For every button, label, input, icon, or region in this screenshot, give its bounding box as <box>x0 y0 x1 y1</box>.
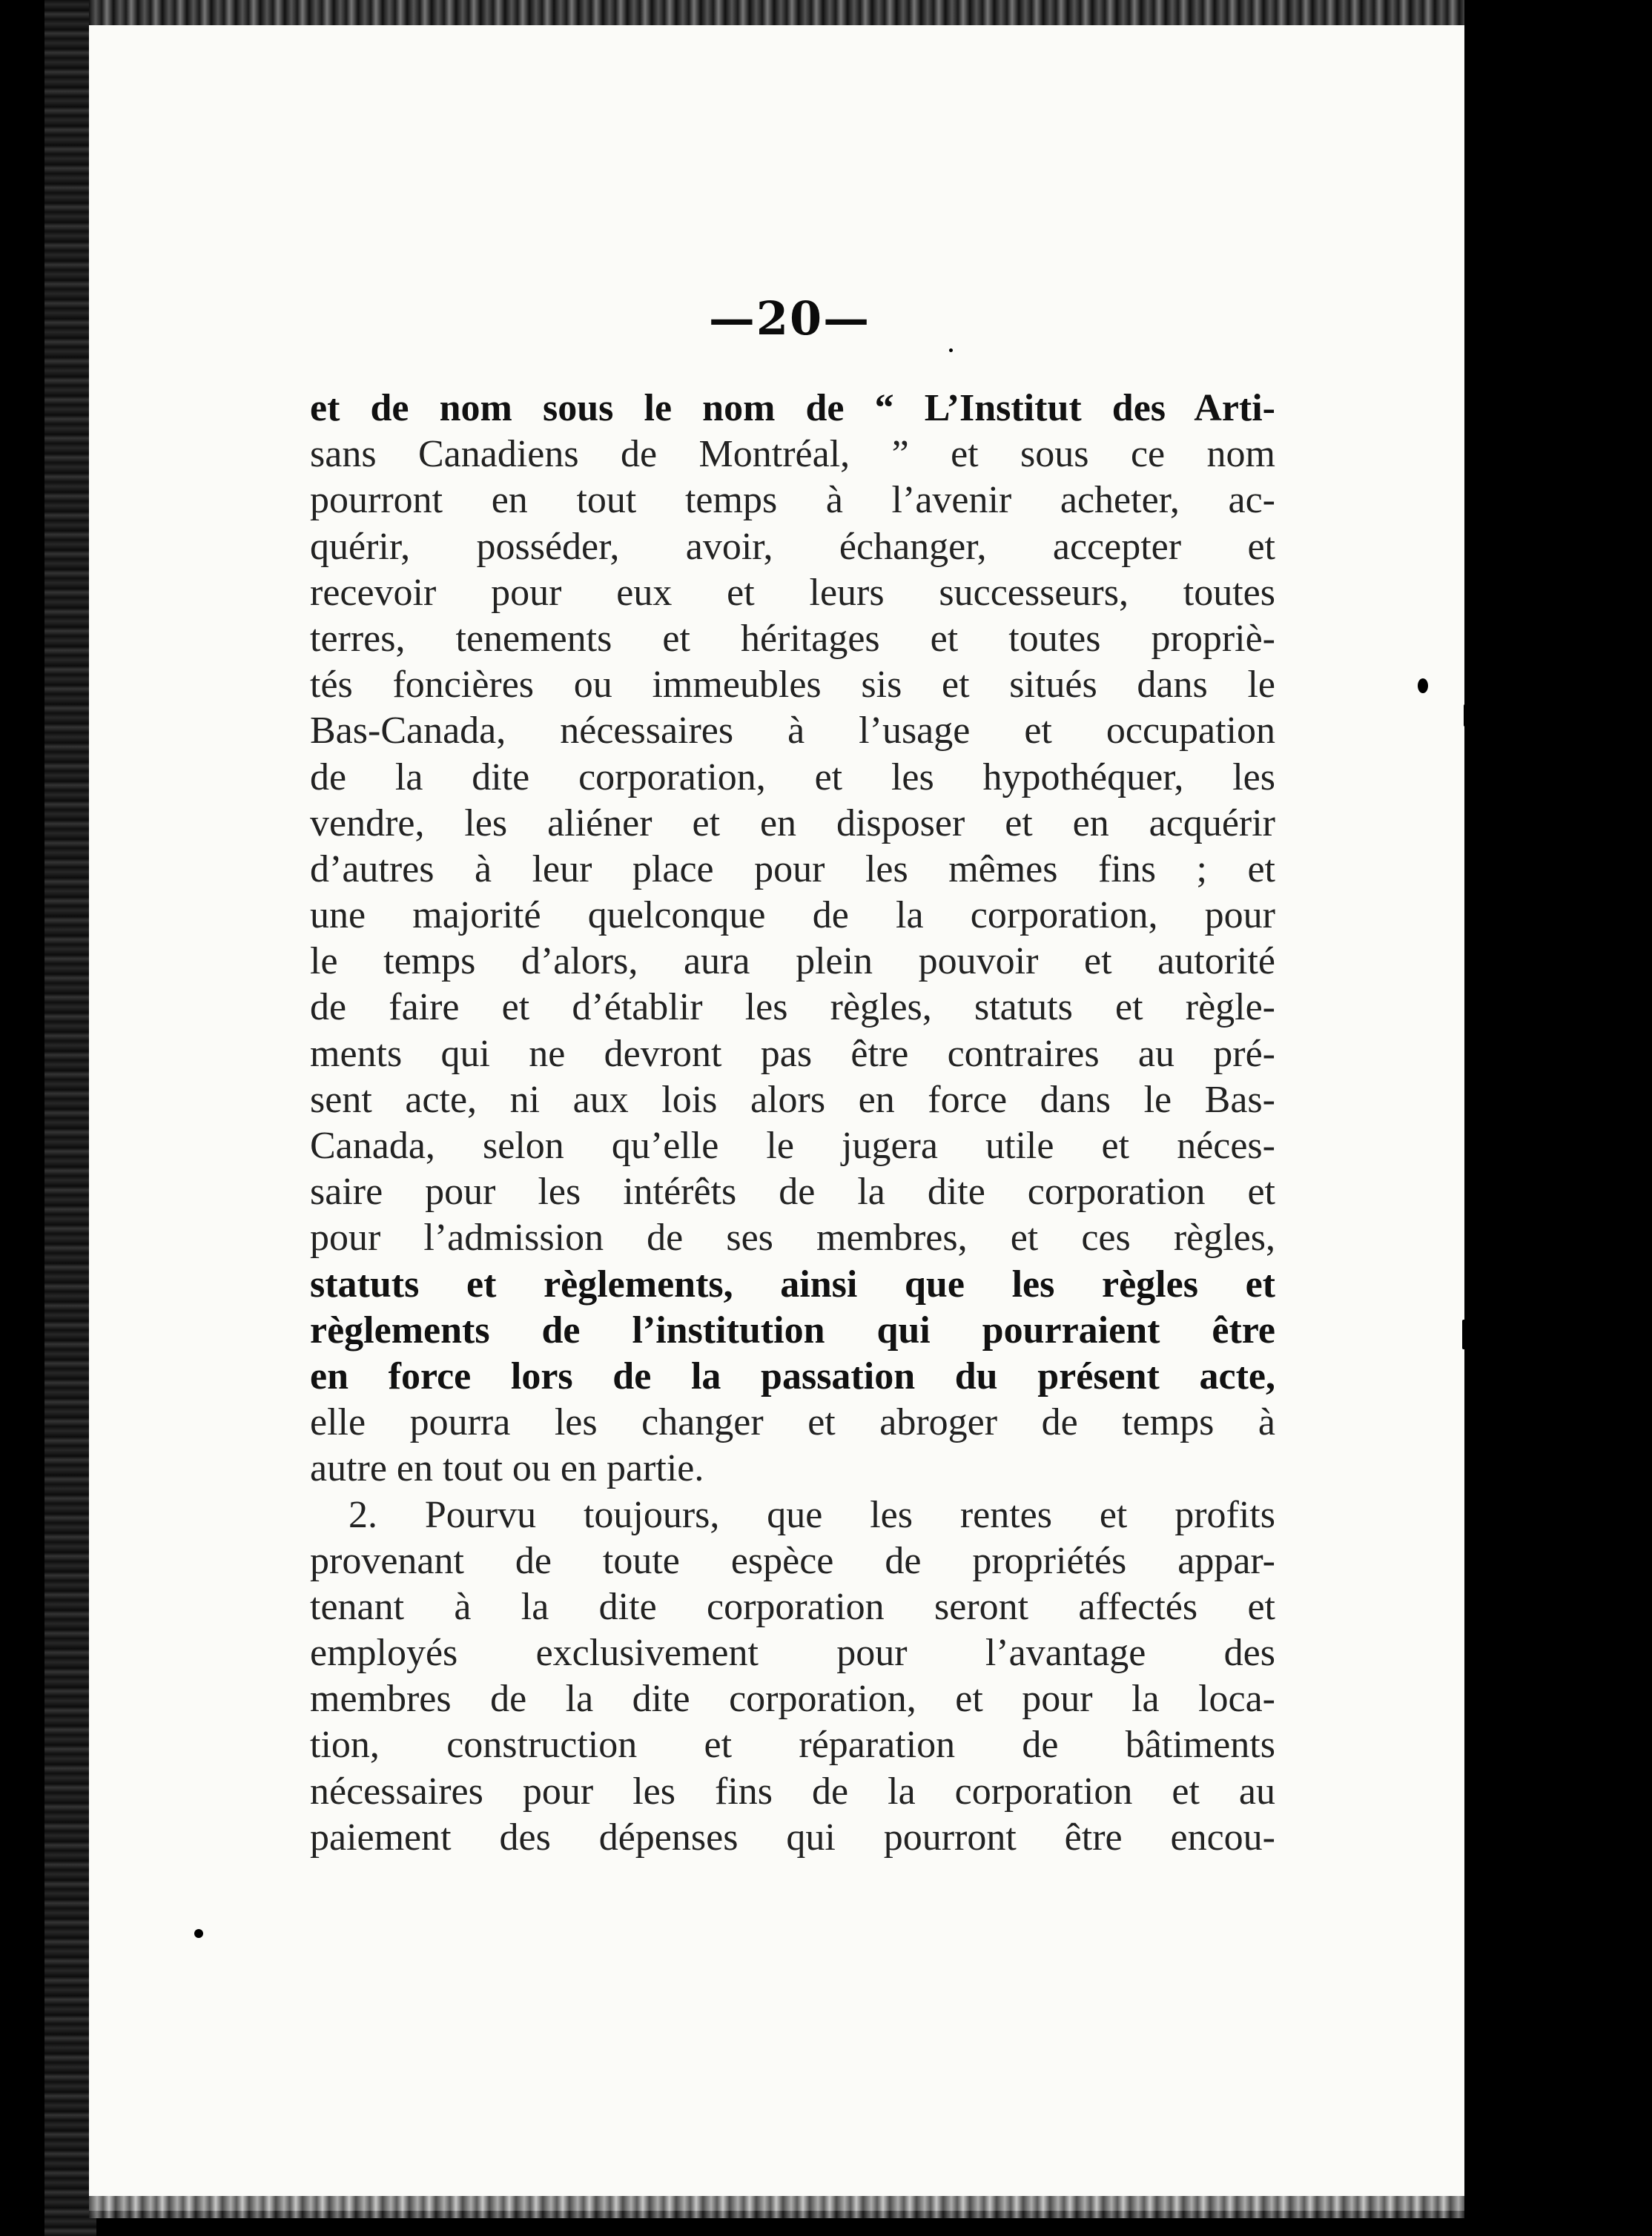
text-line: sent acte, ni aux lois alors en force dans le Bas- <box>310 1078 1275 1121</box>
text-line: pourront en tout temps à l’avenir acheter, ac- <box>310 479 1275 522</box>
text-line: Canada, selon qu’elle le jugera utile et néces- <box>310 1125 1275 1167</box>
text-line: sans Canadiens de Montréal, ” et sous ce nom <box>310 433 1275 476</box>
text-line: de faire et d’établir les règles, statuts et règle- <box>310 986 1275 1029</box>
text-line: de la dite corporation, et les hypothéquer, les <box>310 755 1275 798</box>
text-line: paiement des dépenses qui pourront être encou- <box>310 1816 1275 1859</box>
bottom-edge <box>89 2196 1476 2218</box>
ink-speck <box>194 1929 203 1938</box>
text-line: tenant à la dite corporation seront affectés et <box>310 1585 1275 1628</box>
page-number: —20— <box>708 291 871 345</box>
ink-speck <box>1418 678 1428 693</box>
ink-speck <box>1464 704 1468 727</box>
text-line: recevoir pour eux et leurs successeurs, toutes <box>310 571 1275 614</box>
text-line: Bas-Canada, nécessaires à l’usage et occupation <box>310 710 1275 752</box>
text-line: autre en tout ou en partie. <box>310 1447 704 1490</box>
text-line: en force lors de la passation du présent acte, <box>310 1354 1275 1398</box>
text-line: terres, tenements et héritages et toutes propriè- <box>310 617 1275 660</box>
text-line: tion, construction et réparation de bâtiments <box>310 1724 1275 1767</box>
text-line: statuts et règlements, ainsi que les règles et <box>310 1263 1275 1306</box>
text-line: 2. Pourvu toujours, que les rentes et profits <box>348 1493 1275 1536</box>
text-line: membres de la dite corporation, et pour la loca- <box>310 1678 1275 1721</box>
text-line: vendre, les aliéner et en disposer et en acquérir <box>310 801 1275 844</box>
top-edge <box>89 0 1476 25</box>
text-line: le temps d’alors, aura plein pouvoir et autorité <box>310 940 1275 983</box>
text-line: pour l’admission de ses membres, et ces règles, <box>310 1217 1275 1260</box>
text-line: elle pourra les changer et abroger de temps à <box>310 1401 1275 1444</box>
text-line: tés foncières ou immeubles sis et situés dans le <box>310 664 1275 707</box>
text-line: d’autres à leur place pour les mêmes fins ; et <box>310 847 1275 890</box>
text-line: saire pour les intérêts de la dite corporation et <box>310 1171 1275 1214</box>
text-line: règlements de l’institution qui pourraient être <box>310 1309 1275 1352</box>
text-line: quérir, posséder, avoir, échanger, accepter et <box>310 525 1275 568</box>
body-text <box>310 386 1275 1861</box>
text-line: nécessaires pour les fins de la corporation et au <box>310 1770 1275 1813</box>
text-line: une majorité quelconque de la corporation, pour <box>310 894 1275 937</box>
right-fold <box>1464 0 1482 2236</box>
text-line: employés exclusivement pour l’avantage des <box>310 1632 1275 1675</box>
text-line: provenant de toute espèce de propriétés appar- <box>310 1539 1275 1582</box>
ink-speck <box>1462 1320 1467 1349</box>
text-line: et de nom sous le nom de “ L’Institut des Arti- <box>310 387 1275 429</box>
ink-speck <box>949 348 953 352</box>
text-line: ments qui ne devront pas être contraires au pré- <box>310 1032 1275 1075</box>
